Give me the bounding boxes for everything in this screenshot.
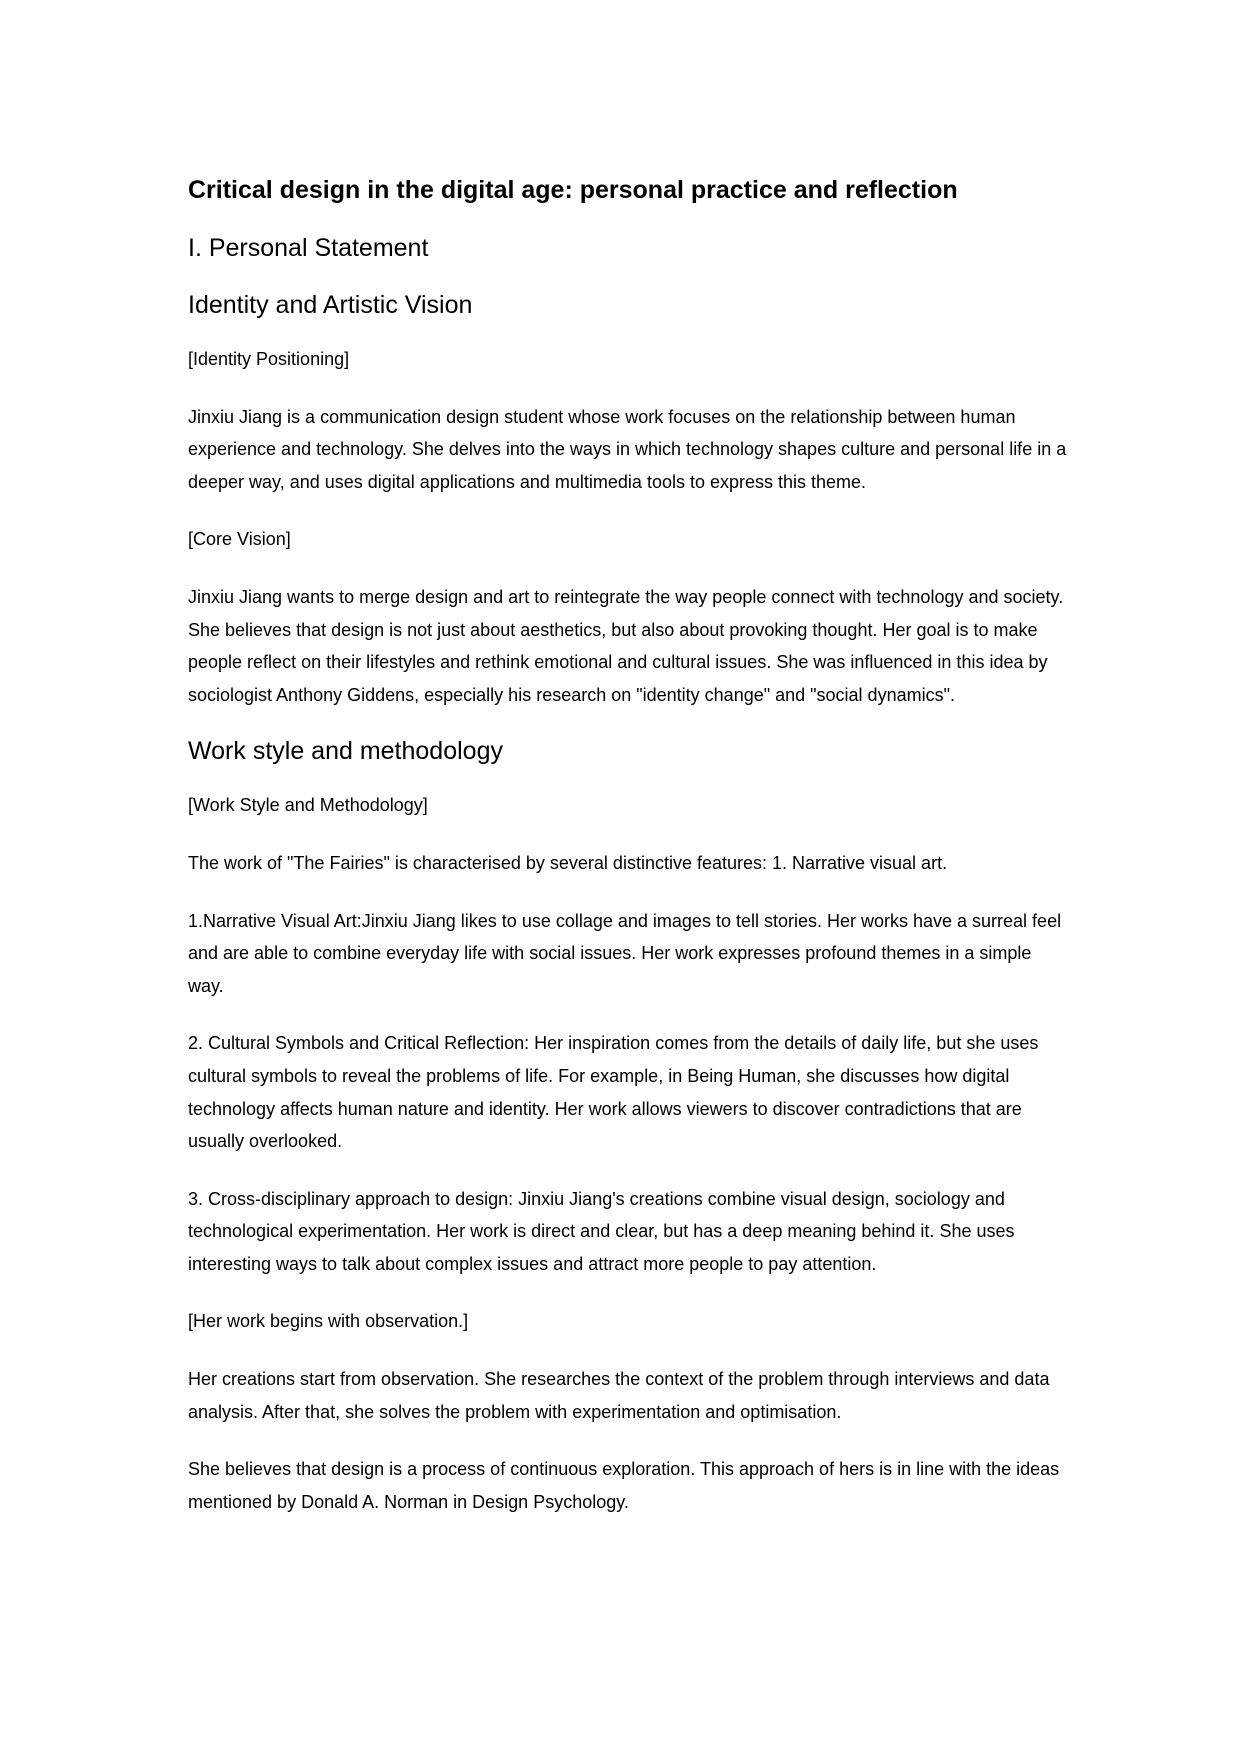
document-title: Critical design in the digital age: personal practice and reflection [188, 176, 958, 204]
paragraph-exploration: She believes that design is a process of continuous exploration. This approach of hers is in line with the ideas mentioned by Donald A. Norman in Design Psychology. [188, 1459, 1060, 1512]
label-work-style: [Work Style and Methodology] [188, 795, 428, 816]
label-identity-positioning: [Identity Positioning] [188, 349, 350, 369]
paragraph-work-intro: The work of "The Fairies" is characterised by several distinctive features: 1. Narrative visual art. [188, 852, 948, 873]
paragraph-point-3: 3. Cross-disciplinary approach to design: Jinxiu Jiang's creations combine visual design, sociology and technological experimentation. Her work is direct and clear, but has a deep meaning behind it. She uses interesting ways to talk about complex issues and attract more people to pay attention. [188, 1188, 1015, 1274]
paragraph-core-vision: Jinxiu Jiang wants to merge design and art to reintegrate the way people connect with technology and society. She believes that design is not just about aesthetics, but also about provoking thought. Her goal is to make people reflect on their lifestyles and rethink emotional and cultural issues. She was influenced in this idea by sociologist Anthony Giddens, especially his research on "identity change" and "social dynamics". [188, 586, 1064, 705]
section-heading-personal-statement: I. Personal Statement [188, 234, 429, 262]
subsection-heading-identity: Identity and Artistic Vision [188, 291, 473, 319]
paragraph-observation: Her creations start from observation. She researches the context of the problem through interviews and data analysis. After that, she solves the problem with experimentation and optimisation. [188, 1369, 1050, 1422]
paragraph-point-2: 2. Cultural Symbols and Critical Reflection: Her inspiration comes from the details of daily life, but she uses cultural symbols to reveal the problems of life. For example, in Being Human, she discusses how digital technology affects human nature and identity. Her work allows viewers to discover contradictions that are usually overlooked. [188, 1033, 1039, 1152]
paragraph-point-1: 1.Narrative Visual Art:Jinxiu Jiang likes to use collage and images to tell stories. Her works have a surreal feel and are able to combine everyday life with social issues. Her work expresses profound themes in a simple way. [188, 910, 1062, 996]
document-page [188, 172, 1068, 1518]
paragraph-identity: Jinxiu Jiang is a communication design student whose work focuses on the relationship between human experience and technology. She delves into the ways in which technology shapes culture and personal life in a deeper way, and uses digital applications and multimedia tools to express this theme. [188, 406, 1067, 492]
subsection-heading-work-style: Work style and methodology [188, 737, 503, 766]
label-core-vision: [Core Vision] [188, 529, 291, 550]
label-observation: [Her work begins with observation.] [188, 1311, 469, 1332]
